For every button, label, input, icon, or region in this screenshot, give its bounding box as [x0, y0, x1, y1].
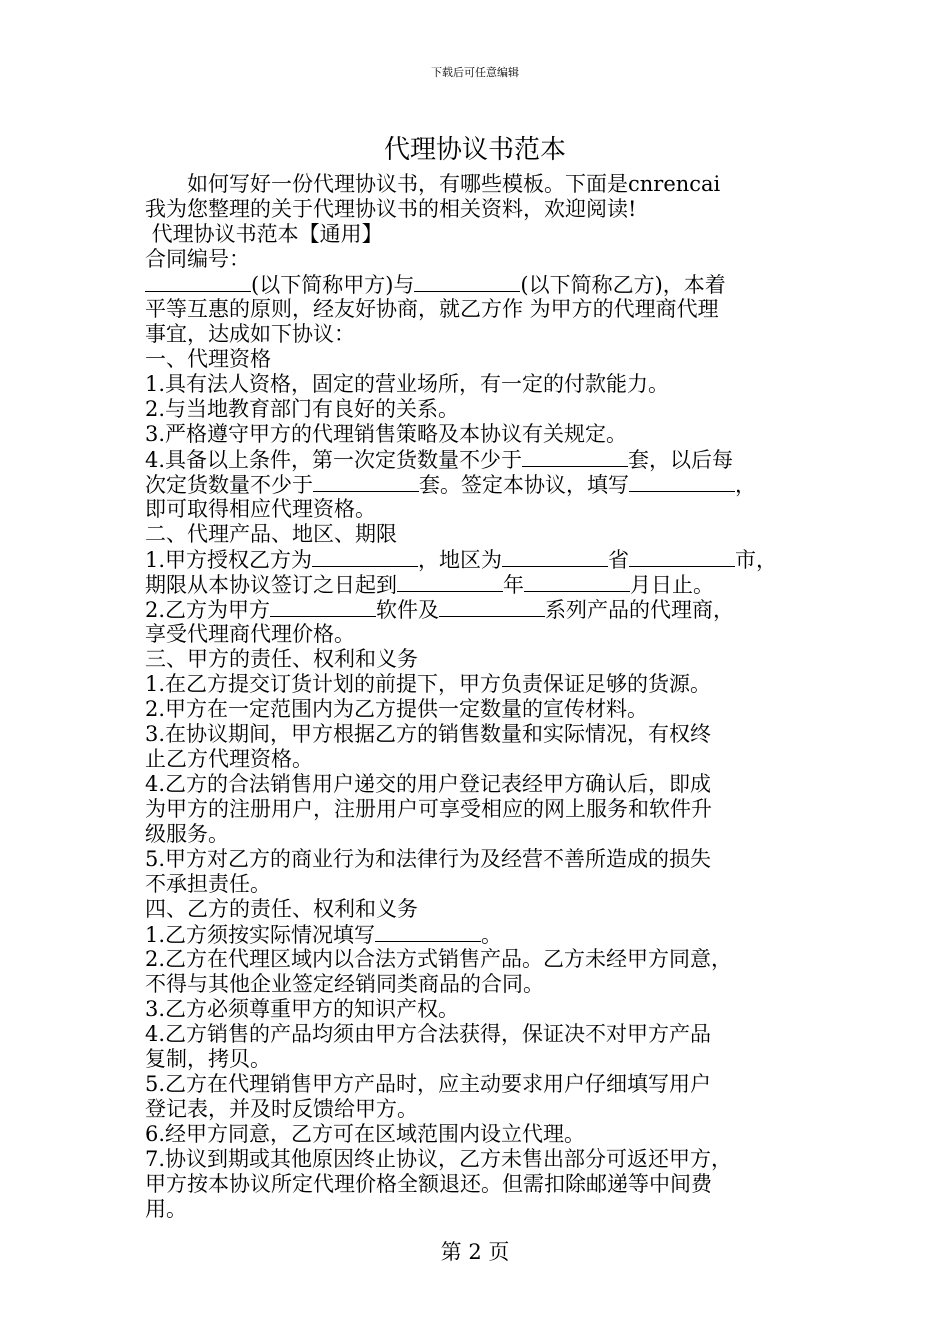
body-line: 5.乙方在代理销售甲方产品时，应主动要求用户仔细填写用户	[145, 1072, 712, 1096]
body-line: 级服务。	[145, 822, 229, 846]
body-line: 1.乙方须按实际情况填写 。	[145, 923, 503, 947]
fill-in-blank	[397, 572, 503, 592]
body-line: 四、乙方的责任、权利和义务	[145, 897, 418, 921]
body-line: 1.具有法人资格，固定的营业场所，有一定的付款能力。	[145, 372, 670, 396]
fill-in-blank	[312, 547, 418, 567]
fill-in-blank	[629, 472, 735, 492]
body-line: (以下简称甲方)与 (以下简称乙方)，本着	[145, 272, 817, 297]
body-line: 1.在乙方提交订货计划的前提下，甲方负责保证足够的货源。	[145, 672, 712, 696]
fill-in-blank	[313, 472, 419, 492]
body-line: 止乙方代理资格。	[145, 747, 313, 771]
body-line: 3.在协议期间，甲方根据乙方的销售数量和实际情况，有权终	[145, 722, 712, 746]
body-line: 1.甲方授权乙方为 ，地区为 省 市，	[145, 548, 778, 572]
body-line: 不承担责任。	[145, 872, 271, 896]
body-line: 次定货数量不少于 套。签定本协议，填写 ，	[145, 473, 756, 497]
body-line: 3.严格遵守甲方的代理销售策略及本协议有关规定。	[145, 422, 628, 446]
fill-in-blank	[375, 922, 481, 942]
body-line: 三、甲方的责任、权利和义务	[145, 647, 418, 671]
body-line: 4.乙方的合法销售用户递交的用户登记表经甲方确认后，即成	[145, 772, 712, 796]
fill-in-blank	[270, 597, 376, 617]
body-line: 3.乙方必须尊重甲方的知识产权。	[145, 997, 460, 1021]
body-line: 期限从本协议签订之日起到 年 月日止。	[145, 573, 714, 597]
fill-in-blank	[145, 272, 251, 292]
fill-in-blank	[502, 547, 608, 567]
document-body	[145, 172, 817, 1222]
body-line: 2.乙方在代理区域内以合法方式销售产品。乙方未经甲方同意，	[145, 947, 733, 971]
fill-in-blank	[522, 447, 628, 467]
body-line: 如何写好一份代理协议书，有哪些模板。下面是cnrencai	[145, 172, 721, 196]
body-line: 为甲方的注册用户，注册用户可享受相应的网上服务和软件升	[145, 797, 712, 821]
fill-in-blank	[439, 597, 545, 617]
document-title: 代理协议书范本	[383, 135, 566, 165]
body-line: 代理协议书范本【通用】	[145, 222, 383, 246]
body-line: 2.与当地教育部门有良好的关系。	[145, 397, 460, 421]
fill-in-blank	[414, 272, 520, 292]
fill-in-blank	[524, 572, 630, 592]
body-line: 5.甲方对乙方的商业行为和法律行为及经营不善所造成的损失	[145, 847, 712, 871]
body-line: 4.乙方销售的产品均须由甲方合法获得，保证决不对甲方产品	[145, 1022, 712, 1046]
body-line: 即可取得相应代理资格。	[145, 497, 376, 521]
body-line: 不得与其他企业签定经销同类商品的合同。	[145, 972, 544, 996]
body-line: 复制，拷贝。	[145, 1047, 271, 1071]
body-line: 事宜，达成如下协议：	[145, 322, 355, 346]
body-line: 享受代理商代理价格。	[145, 622, 355, 646]
body-line: 我为您整理的关于代理协议书的相关资料，欢迎阅读!	[145, 197, 637, 221]
header-note: 下载后可任意编辑	[431, 66, 519, 79]
body-line: 合同编号：	[145, 247, 250, 271]
body-line: 二、代理产品、地区、期限	[145, 522, 397, 546]
body-line: 一、代理资格	[145, 347, 271, 371]
body-line: 登记表，并及时反馈给甲方。	[145, 1097, 418, 1121]
body-line: 2.甲方在一定范围内为乙方提供一定数量的宣传材料。	[145, 697, 649, 721]
body-line: 平等互惠的原则，经友好协商，就乙方作 为甲方的代理商代理	[145, 297, 719, 321]
body-line: 甲方按本协议所定代理价格全额退还。但需扣除邮递等中间费	[145, 1172, 712, 1196]
body-line: 7.协议到期或其他原因终止协议，乙方未售出部分可返还甲方，	[145, 1147, 733, 1171]
body-line: 6.经甲方同意，乙方可在区域范围内设立代理。	[145, 1122, 586, 1146]
body-line: 4.具备以上条件，第一次定货数量不少于 套，以后每	[145, 448, 734, 472]
fill-in-blank	[629, 547, 735, 567]
page-number: 第 2 页	[440, 1240, 510, 1264]
body-line: 2.乙方为甲方 软件及 系列产品的代理商，	[145, 598, 735, 622]
body-line: 用。	[145, 1197, 187, 1221]
